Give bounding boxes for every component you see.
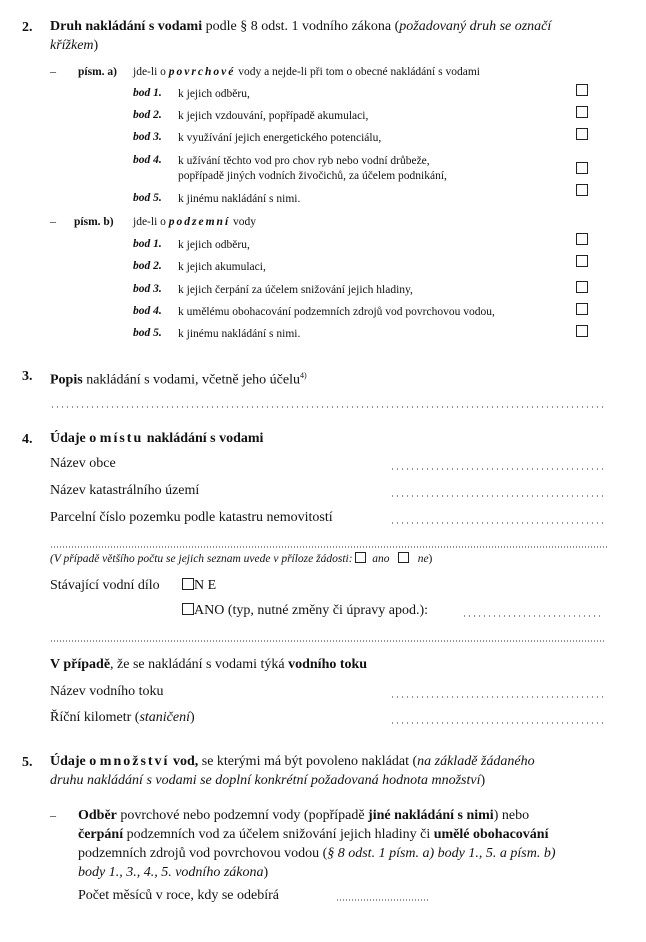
- paragraph-line: čerpání podzemních vod za účelem snižování jejich hladiny či umělé obohacování: [78, 827, 549, 842]
- checkbox-a-bod-5[interactable]: [576, 184, 588, 196]
- existing-ne-option: N E: [182, 578, 216, 594]
- bod-label: bod 2.: [133, 109, 162, 121]
- bod-text-line2: popřípadě jiných vodních živočichů, za účelem podnikání,: [178, 170, 447, 182]
- bod-text: k užívání těchto vod pro chov ryb nebo vodní drůbeže,: [178, 155, 430, 167]
- field-label: Název obce: [50, 456, 116, 471]
- bod-text: k jejich vzdouvání, popřípadě akumulaci,: [178, 110, 369, 122]
- group-label: písm. b): [74, 216, 114, 228]
- cadastral-area-input[interactable]: [390, 495, 606, 497]
- paragraph-line: body 1., 3., 4., 5. vodního zákona): [78, 865, 269, 880]
- checkbox-attachment-ano[interactable]: [355, 552, 366, 563]
- bod-label: bod 1.: [133, 238, 162, 250]
- checkbox-b-bod-2[interactable]: [576, 255, 588, 267]
- field-label: Říční kilometr (staničení): [50, 710, 195, 725]
- paragraph-line: podzemních zdrojů vod povrchovou vodou (§ 8 odst. 1 písm. a) body 1., 5. a písm. b): [78, 846, 556, 861]
- section-number: 5.: [22, 755, 33, 770]
- dash: –: [50, 214, 56, 228]
- section-number: 3.: [22, 369, 33, 384]
- parcel-continuation-input[interactable]: [50, 546, 608, 548]
- section-title: Druh nakládání s vodami podle § 8 odst. 1 vodního zákona (požadovaný druh se označí: [50, 19, 552, 34]
- bod-text: k jejich odběru,: [178, 239, 250, 251]
- checkbox-existing-ano[interactable]: [182, 603, 194, 615]
- bod-label: bod 4.: [133, 154, 162, 166]
- municipality-input[interactable]: [390, 468, 606, 470]
- bod-label: bod 1.: [133, 87, 162, 99]
- checkbox-b-bod-3[interactable]: [576, 281, 588, 293]
- checkbox-a-bod-2[interactable]: [576, 106, 588, 118]
- watercourse-name-input[interactable]: [390, 696, 606, 698]
- group-intro: jde-li o povrchové vody a nejde-li při tom o obecné nakládání s vodami: [133, 66, 480, 78]
- bod-text: k jinému nakládání s nimi.: [178, 193, 301, 205]
- bod-text: k jejich čerpání za účelem snižování jejich hladiny,: [178, 284, 413, 296]
- bod-label: bod 2.: [133, 260, 162, 272]
- section-title-line2: druhu nakládání s vodami se doplní konkrétní požadovaná hodnota množství): [50, 773, 486, 788]
- bod-label: bod 5.: [133, 327, 162, 339]
- bod-text: k umělému obohacování podzemních zdrojů vod povrchovou vodou,: [178, 306, 495, 318]
- attachment-note: (V případě většího počtu se jejich seznam uvede v příloze žádosti: ano ne): [50, 553, 433, 565]
- checkbox-a-bod-4[interactable]: [576, 162, 588, 174]
- paragraph-line: Odběr povrchové nebo podzemní vody (popřípadě jiné nakládání s nimi) nebo: [78, 808, 530, 823]
- section-title: Údaje o množství vod, se kterými má být povoleno nakládat (na základě žádaného: [50, 754, 535, 769]
- checkbox-attachment-ne[interactable]: [398, 552, 409, 563]
- field-label: Stávající vodní dílo: [50, 578, 160, 593]
- watercourse-heading: V případě, že se nakládání s vodami týká vodního toku: [50, 657, 368, 672]
- checkbox-b-bod-1[interactable]: [576, 233, 588, 245]
- field-label: Počet měsíců v roce, kdy se odebírá: [78, 888, 279, 903]
- existing-details-continuation-input[interactable]: [50, 640, 606, 642]
- river-kilometer-input[interactable]: [390, 722, 606, 724]
- bod-text: k jinému nakládání s nimi.: [178, 328, 301, 340]
- field-label: Název katastrálního území: [50, 483, 200, 498]
- checkbox-b-bod-4[interactable]: [576, 303, 588, 315]
- months-input[interactable]: [336, 899, 428, 901]
- group-intro: jde-li o podzemní vody: [133, 216, 257, 228]
- parcel-number-input[interactable]: [390, 522, 606, 524]
- bod-label: bod 3.: [133, 131, 162, 143]
- existing-ano-option: ANO (typ, nutné změny či úpravy apod.):: [182, 603, 428, 619]
- existing-details-input[interactable]: [462, 615, 604, 617]
- bod-label: bod 3.: [133, 283, 162, 295]
- checkbox-a-bod-1[interactable]: [576, 84, 588, 96]
- checkbox-a-bod-3[interactable]: [576, 128, 588, 140]
- section-number: 4.: [22, 432, 33, 447]
- section-number: 2.: [22, 20, 33, 35]
- section-title: Popis nakládání s vodami, včetně jeho účelu$^{4)}$: [50, 371, 307, 388]
- checkbox-b-bod-5[interactable]: [576, 325, 588, 337]
- section-title-line2: křížkem): [50, 38, 99, 53]
- bod-label: bod 4.: [133, 305, 162, 317]
- bod-text: k jejich odběru,: [178, 88, 250, 100]
- description-input[interactable]: [50, 406, 606, 408]
- group-label: písm. a): [78, 66, 117, 78]
- section-title: Údaje o místu nakládání s vodami: [50, 431, 264, 446]
- bod-text: k jejich akumulaci,: [178, 261, 266, 273]
- bod-text: k využívání jejich energetického potenciálu,: [178, 132, 382, 144]
- field-label: Název vodního toku: [50, 684, 164, 699]
- dash: –: [50, 64, 56, 78]
- field-label: Parcelní číslo pozemku podle katastru nemovitostí: [50, 510, 333, 525]
- bod-label: bod 5.: [133, 192, 162, 204]
- checkbox-existing-ne[interactable]: [182, 578, 194, 590]
- dash: –: [50, 808, 56, 822]
